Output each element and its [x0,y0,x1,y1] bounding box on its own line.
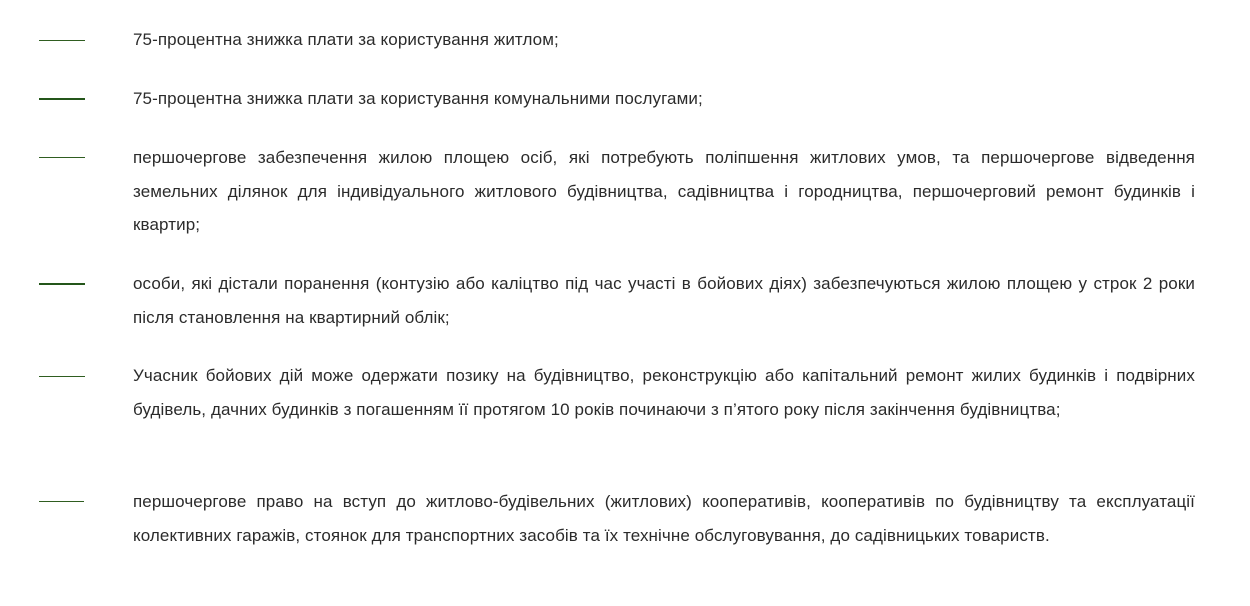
benefit-text: першочергове право на вступ до житлово-будівельних (житлових) кооперативів, кооперативів по будівництву та експлуатації колективних гаражів, стоянок для транспортних засобів та їх технічне обслуговування, до садівницьких товариств. [133,492,1195,545]
dash-marker-icon [39,157,85,158]
dash-marker-icon [39,40,85,41]
dash-marker-icon [39,376,85,377]
benefit-text: особи, які дістали поранення (контузію або каліцтво під час участі в бойових діях) забезпечуються жилою площею у строк 2 роки після становлення на квартирний облік; [133,274,1195,327]
dash-marker-icon [39,501,84,502]
benefit-text: 75-процентна знижка плати за користування житлом; [133,30,559,49]
benefit-text: Учасник бойових дій може одержати позику на будівництво, реконструкцію або капітальний ремонт жилих будинків і подвірних будівель, дачних будинків з погашенням її протягом 10 років починаючи з п’ятого року після закінчення будівництва; [133,366,1195,419]
benefit-text: першочергове забезпечення жилою площею осіб, які потребують поліпшення житлових умов, та першочергове відведення земельних ділянок для індивідуального житлового будівництва, садівництва і городництва, першочерговий ремонт будинків і квартир; [133,148,1195,234]
dash-marker-icon [39,98,85,100]
dash-marker-icon [39,283,85,285]
benefit-text: 75-процентна знижка плати за користування комунальними послугами; [133,89,703,108]
